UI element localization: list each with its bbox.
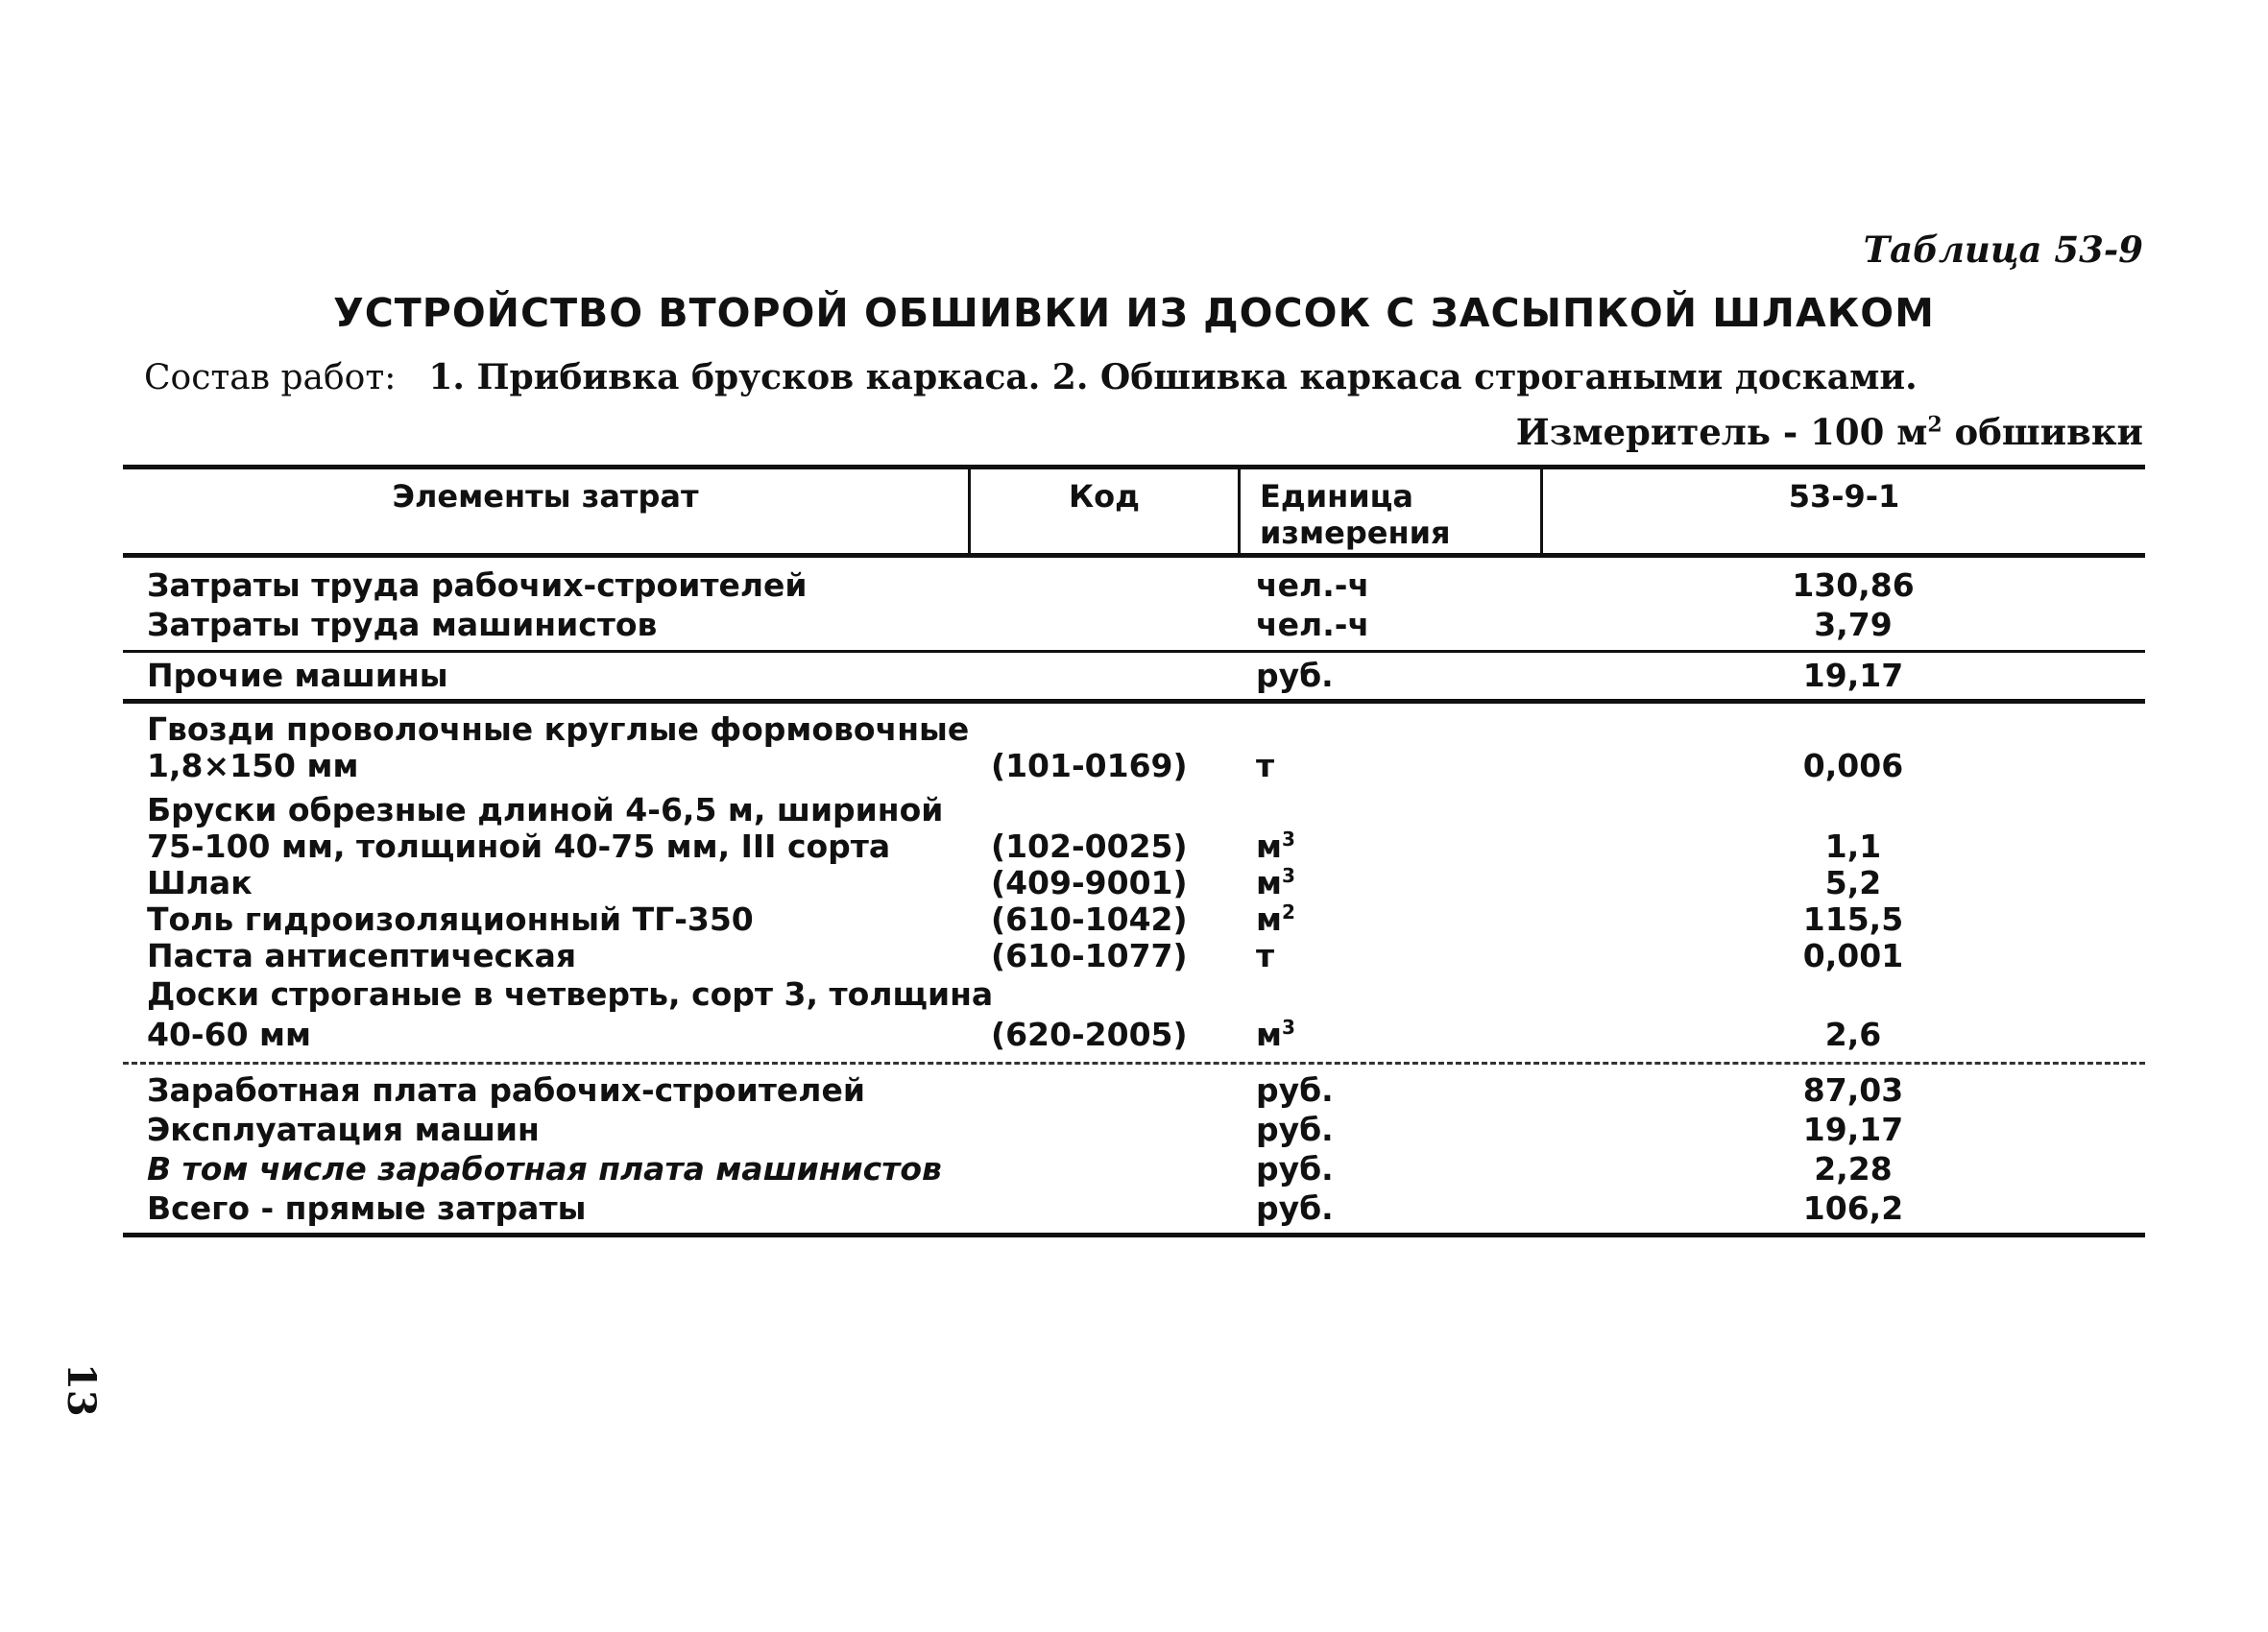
cell-unit: руб. (1256, 1150, 1334, 1188)
composition-text: 1. Прибивка брусков каркаса. 2. Обшивка каркаса строгаными досками. (428, 357, 1918, 397)
cell-value: 87,03 (1802, 1071, 1904, 1109)
cell-unit: руб. (1256, 1111, 1334, 1148)
cell-value: 130,86 (1792, 566, 1915, 604)
cell-unit: чел.-ч (1256, 606, 1370, 643)
table-row (0, 710, 2268, 749)
cell-code: (102-0025) (991, 828, 1188, 865)
cell-value: 5,2 (1824, 864, 1882, 901)
unit-text: м (1256, 1016, 1282, 1053)
cell-value: 0,006 (1802, 747, 1904, 784)
header-bottom-rule (123, 553, 2145, 558)
cell-unit (1256, 864, 1295, 901)
cell-name: Гвозди проволочные круглые формовочные (147, 710, 970, 748)
cell-value: 2,28 (1814, 1150, 1893, 1188)
table-row (0, 606, 2268, 644)
table-row (0, 657, 2268, 695)
work-composition (144, 357, 1918, 397)
measure-unit (1516, 411, 2143, 453)
table-row (0, 937, 2268, 975)
cell-name: Затраты труда машинистов (147, 606, 658, 643)
measure-superscript: 2 (1927, 412, 1942, 438)
cell-code: (409-9001) (991, 864, 1188, 901)
cell-unit (1256, 828, 1295, 865)
unit-superscript: 3 (1281, 828, 1295, 851)
table-row (0, 566, 2268, 605)
table-row (0, 1111, 2268, 1149)
cell-unit (1256, 1016, 1295, 1053)
cell-name: 1,8×150 мм (147, 747, 359, 784)
cell-value: 19,17 (1802, 657, 1904, 694)
table-bottom-rule (123, 1233, 2145, 1237)
cell-code: (620-2005) (991, 1016, 1188, 1053)
table-row (0, 747, 2268, 785)
cell-value: 0,001 (1802, 937, 1904, 974)
table-row (0, 864, 2268, 902)
measure-prefix: Измеритель - 100 м (1515, 411, 1928, 453)
cell-name: Толь гидроизоляционный ТГ-350 (147, 900, 754, 938)
cell-unit: чел.-ч (1256, 566, 1370, 604)
cell-name: Затраты труда рабочих-строителей (147, 566, 808, 604)
cell-name: Бруски обрезные длиной 4-6,5 м, шириной (147, 791, 944, 828)
unit-superscript: 3 (1281, 1016, 1295, 1039)
cell-value: 19,17 (1802, 1111, 1904, 1148)
table-row (0, 975, 2268, 1014)
measure-suffix: обшивки (1942, 411, 2143, 453)
header-unit-line2: измерения (1260, 515, 1451, 551)
cell-value: 3,79 (1814, 606, 1893, 643)
document-title: УСТРОЙСТВО ВТОРОЙ ОБШИВКИ ИЗ ДОСОК С ЗАСЫПКОЙ ШЛАКОМ (333, 290, 1935, 336)
cell-unit: т (1256, 937, 1275, 974)
cell-code: (610-1042) (991, 900, 1188, 938)
cell-code: (101-0169) (991, 747, 1188, 784)
cell-name: Заработная плата рабочих-строителей (147, 1071, 865, 1109)
cell-unit: руб. (1256, 1071, 1334, 1109)
table-label: Таблица 53-9 (1863, 228, 2143, 271)
unit-text: м (1256, 900, 1282, 938)
cell-value: 115,5 (1802, 900, 1904, 938)
cell-name: В том числе заработная плата машинистов (147, 1150, 942, 1188)
header-unit-line1: Единица (1260, 478, 1413, 515)
group-rule-dashed (123, 1062, 2145, 1065)
cell-unit: т (1256, 747, 1275, 784)
header-code: Код (1069, 478, 1140, 515)
table-row (0, 1016, 2268, 1054)
unit-text: м (1256, 864, 1282, 901)
table-row (0, 828, 2268, 866)
table-top-rule (123, 465, 2145, 469)
cell-name: Всего - прямые затраты (147, 1189, 587, 1227)
cell-unit (1256, 900, 1295, 938)
page-number: 13 (59, 1363, 104, 1417)
table-row (0, 1150, 2268, 1188)
cell-name: Паста антисептическая (147, 937, 577, 974)
unit-superscript: 3 (1281, 864, 1295, 887)
cell-name: Прочие машины (147, 657, 448, 694)
unit-superscript: 2 (1281, 900, 1295, 924)
table-row (0, 1071, 2268, 1110)
composition-label: Состав работ: (144, 358, 397, 397)
cell-value: 2,6 (1824, 1016, 1882, 1053)
cell-name: Доски строганые в четверть, сорт 3, толщина (147, 975, 994, 1013)
header-elements: Элементы затрат (392, 478, 699, 515)
cell-unit: руб. (1256, 657, 1334, 694)
cell-name: 40-60 мм (147, 1016, 311, 1053)
cell-name: 75-100 мм, толщиной 40-75 мм, III сорта (147, 828, 891, 865)
header-norm: 53-9-1 (1788, 478, 1900, 515)
table-row (0, 791, 2268, 829)
cell-code: (610-1077) (991, 937, 1188, 974)
unit-text: м (1256, 828, 1282, 865)
group-rule (123, 650, 2145, 653)
cell-value: 106,2 (1802, 1189, 1904, 1227)
cell-unit: руб. (1256, 1189, 1334, 1227)
table-row (0, 1189, 2268, 1228)
cell-name: Эксплуатация машин (147, 1111, 540, 1148)
cell-value: 1,1 (1824, 828, 1882, 865)
table-row (0, 900, 2268, 939)
cell-name: Шлак (147, 864, 253, 901)
group-rule (123, 699, 2145, 704)
column-divider (1238, 468, 1241, 556)
